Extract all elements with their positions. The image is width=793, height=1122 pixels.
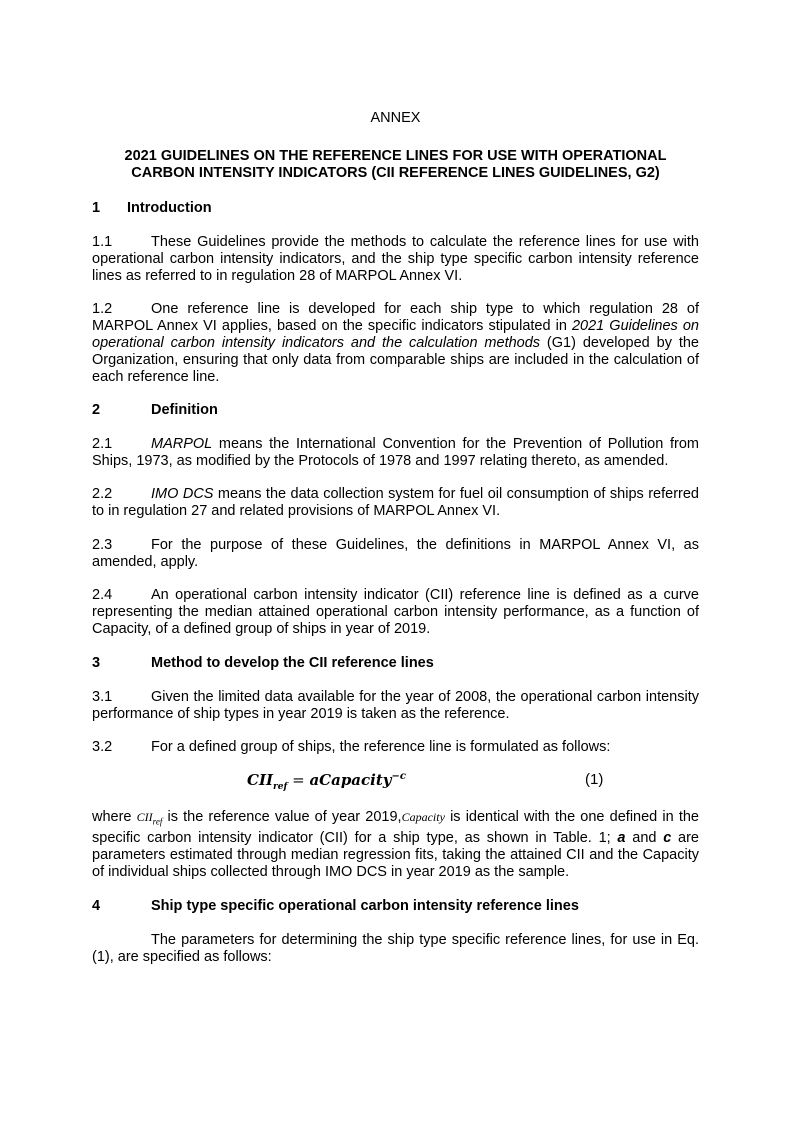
paragraph-text: For the purpose of these Guidelines, the definitions in MARPOL Annex VI, as amended, apply. — [92, 537, 699, 570]
cii-symbol: CII — [136, 810, 153, 824]
paragraph-2-1 — [92, 436, 699, 470]
formula-lhs: CII — [247, 771, 273, 789]
formula-equals: = — [287, 771, 310, 789]
paragraph-number: 2.3 — [92, 537, 113, 553]
defined-term: IMO DCS — [151, 486, 214, 502]
section-title: Method to develop the CII reference lines — [151, 655, 434, 671]
paragraph-number: 3.2 — [92, 739, 113, 755]
section-title: Introduction — [127, 200, 212, 216]
paragraph-number: 2.1 — [92, 436, 113, 452]
section-number: 4 — [92, 898, 101, 914]
guideline-title-line1: 2021 GUIDELINES ON THE REFERENCE LINES FOR USE WITH OPERATIONAL — [124, 148, 667, 164]
where-text: is identical with the one defined in the specific carbon intensity indicator (CII) for a ship type, as shown in Table. 1; — [92, 809, 699, 847]
formula-lhs-subscript: ref — [272, 782, 288, 792]
guideline-title — [92, 148, 699, 182]
paragraph-text: means the data collection system for fuel oil consumption of ships referred to in regulation 27 and related provisions of MARPOL Annex VI. — [92, 486, 699, 519]
section-title: Ship type specific operational carbon intensity reference lines — [151, 898, 579, 914]
paragraph-4: The parameters for determining the ship type specific reference lines, for use in Eq.(1), are specified as follows: — [92, 932, 699, 965]
paragraph-3-1 — [92, 689, 699, 723]
paragraph-text-b: (G1) developed by the Organization, ensuring that only data from comparable ships are included in the calculation of each reference line. — [92, 335, 699, 385]
paragraph-1-1 — [92, 234, 699, 285]
section-heading-2 — [92, 402, 699, 419]
paragraph-number: 1.1 — [92, 234, 113, 250]
formula-rhs: aCapacity — [309, 771, 392, 789]
where-text: and — [625, 830, 664, 847]
ref-subscript: ref — [152, 816, 163, 827]
where-text: where — [92, 809, 137, 825]
guideline-reference: 2021 Guidelines on operational carbon intensity indicators and the calculation methods — [92, 318, 699, 351]
section-title: Definition — [151, 402, 218, 418]
where-text: are parameters estimated through median regression fits, taking the attained CII and the Capacity of individual ships collected through IMO DCS in year 2019 as the sample. — [92, 830, 699, 881]
section-heading-1 — [92, 200, 699, 217]
section-number: 2 — [92, 402, 101, 418]
paragraph-3-2 — [92, 739, 699, 756]
paragraph-text: For a defined group of ships, the reference line is formulated as follows: — [151, 739, 611, 755]
capacity-symbol: Capacity — [401, 810, 445, 824]
paragraph-1-2 — [92, 301, 699, 386]
formula-expression — [247, 771, 406, 792]
guideline-title-line2: CARBON INTENSITY INDICATORS (CII REFERENCE LINES GUIDELINES, G2) — [131, 165, 660, 181]
where-text: is the reference value of year 2019, — [162, 809, 402, 825]
paragraph-2-3 — [92, 537, 699, 571]
cii-ref-symbol — [136, 810, 163, 827]
paragraph-text: Given the limited data available for the year of 2008, the operational carbon intensity performance of ship types in year 2019 is taken as the reference. — [92, 689, 699, 722]
defined-term: MARPOL — [151, 436, 213, 452]
paragraph-2-4 — [92, 587, 699, 638]
parameter-c: c — [663, 830, 672, 847]
paragraph-text-a: One reference line is developed for each ship type to which regulation 28 of MARPOL Annex VI applies, based on the specific indicators stipulated in — [92, 301, 699, 334]
paragraph-text: An operational carbon intensity indicator (CII) reference line is defined as a curve representing the median attained operational carbon intensity performance, as a function of Capacity, of a defined group of ships in year of 2019. — [92, 587, 699, 637]
paragraph-3-where — [92, 809, 699, 881]
parameter-a: a — [617, 830, 626, 847]
section-heading-4 — [92, 898, 699, 915]
paragraph-number: 3.1 — [92, 689, 113, 705]
equation-number: (1) — [585, 771, 604, 788]
paragraph-text: means the International Convention for the Prevention of Pollution from Ships, 1973, as modified by the Protocols of 1978 and 1997 relating thereto, as amended. — [92, 436, 699, 469]
formula-rhs-exponent: −c — [391, 771, 406, 782]
paragraph-number: 1.2 — [92, 301, 113, 317]
paragraph-text: These Guidelines provide the methods to calculate the reference lines for use with operational carbon intensity indicators, and the ship type specific carbon intensity reference lines as referred to in regulation 28 of MARPOL Annex VI. — [92, 234, 699, 284]
annex-title: ANNEX — [370, 110, 421, 126]
section-number: 3 — [92, 655, 101, 671]
section-number: 1 — [92, 200, 101, 216]
section-heading-3 — [92, 655, 699, 672]
paragraph-2-2 — [92, 486, 699, 520]
paragraph-number: 2.2 — [92, 486, 113, 502]
paragraph-number: 2.4 — [92, 587, 113, 603]
reference-line-formula — [92, 771, 699, 793]
